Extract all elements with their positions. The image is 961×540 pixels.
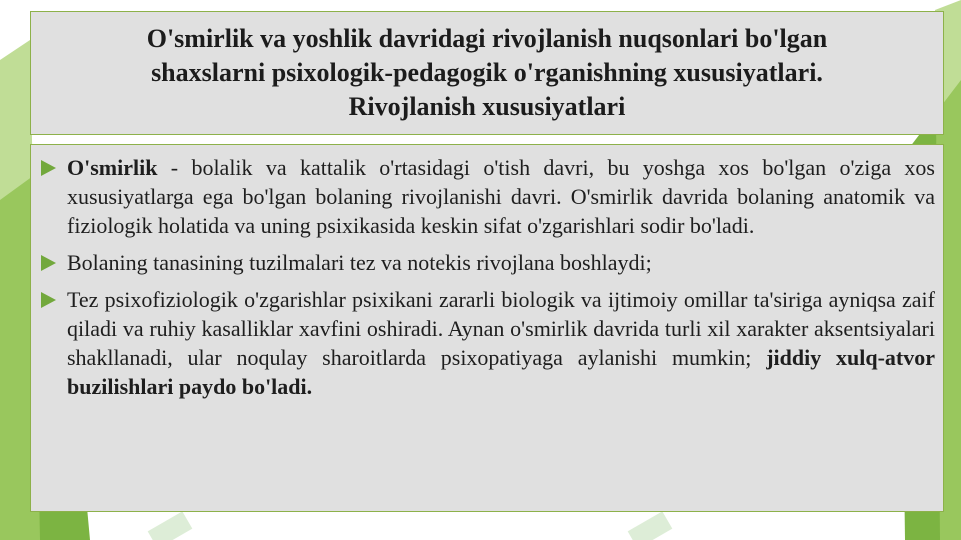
bullet-tail-bold: jiddiy xulq-atvor buzilishlari paydo bo'ladi. — [67, 345, 935, 399]
list-item — [39, 285, 935, 401]
bullet-list — [39, 153, 935, 401]
bullet-text: Tez psixofiziologik o'zgarishlar psixikani zararli biologik va ijtimoiy omillar ta'siriga ayniqsa zaif qiladi va ruhiy kasalliklar xavfini oshiradi. Aynan o'smirlik davrida turli xil xarakter aksentsiyalari shakllanadi, ular noqulay sharoitlarda psixopatiyaga aylanishi mumkin; — [67, 287, 935, 370]
content-box — [30, 144, 944, 512]
slide-title: O'smirlik va yoshlik davridagi rivojlanish nuqsonlari bo'lgan shaxslarni psixologik-pedagogik o'rganishning xususiyatlari. Rivojlanish xususiyatlari — [146, 24, 828, 121]
list-item — [39, 248, 935, 277]
green-triangle-arrow-icon — [41, 292, 56, 308]
green-triangle-arrow-icon — [41, 160, 56, 176]
bullet-text: - bolalik va kattalik o'rtasidagi o'tish davri, bu yoshga xos bo'lgan o'ziga xos xususiyatlarga ega bo'lgan bolaning rivojlanishi davri. O'smirlik davrida bolaning anatomik va fiziologik holatida va uning psixikasida keskin sifat o'zgarishlari sodir bo'ladi. — [67, 155, 935, 238]
title-box — [30, 11, 944, 135]
list-item — [39, 153, 935, 240]
green-triangle-arrow-icon — [41, 255, 56, 271]
bullet-lead-bold: O'smirlik — [67, 155, 158, 180]
bullet-text: Bolaning tanasining tuzilmalari tez va notekis rivojlana boshlaydi; — [67, 250, 652, 275]
